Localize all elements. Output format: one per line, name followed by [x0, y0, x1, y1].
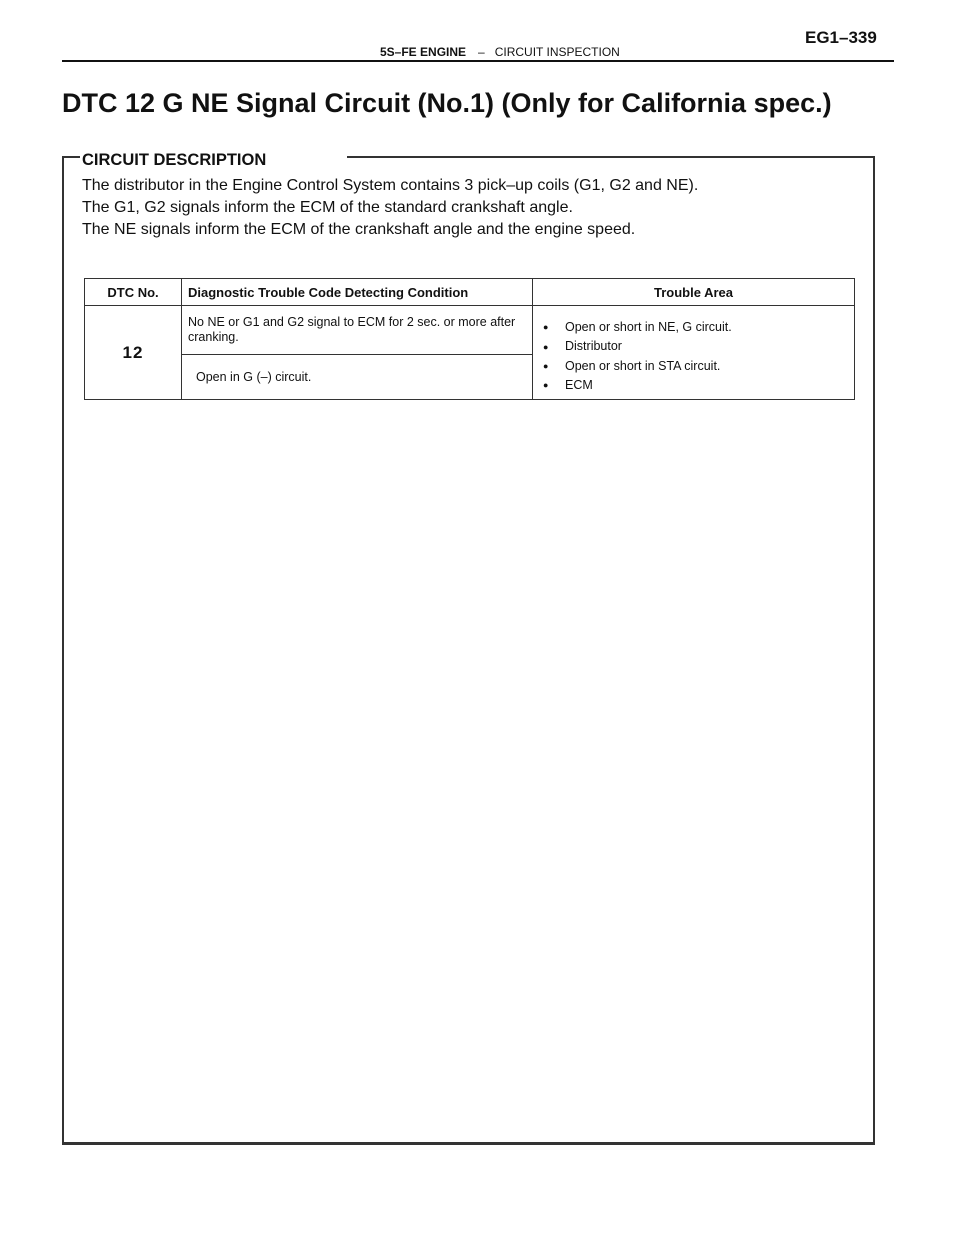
header-detecting-condition: Diagnostic Trouble Code Detecting Condition [182, 279, 533, 306]
page-number: EG1–339 [805, 28, 877, 47]
description-line: The G1, G2 signals inform the ECM of the standard crankshaft angle. [82, 199, 573, 216]
table-row [85, 306, 855, 355]
detecting-condition-1: No NE or G1 and G2 signal to ECM for 2 sec. or more after cranking. [182, 306, 533, 355]
frame-bottom-border [62, 1142, 875, 1145]
list-item [543, 337, 844, 356]
frame-left-border [62, 156, 64, 1144]
trouble-area-item: Open or short in STA circuit. [565, 358, 721, 373]
trouble-area-item: ECM [565, 377, 593, 392]
list-item [543, 376, 844, 395]
bullet-icon: ● [543, 360, 549, 371]
bullet-icon: ● [543, 379, 549, 390]
bullet-icon: ● [543, 322, 549, 333]
page-title: DTC 12 G NE Signal Circuit (No.1) (Only for California spec.) [62, 88, 832, 118]
frame-right-border [873, 158, 875, 1144]
header-section-label: CIRCUIT INSPECTION [494, 45, 620, 59]
list-item [543, 318, 844, 337]
header-section [380, 45, 620, 59]
table-header-row [85, 279, 855, 306]
bullet-icon: ● [543, 341, 549, 352]
header-rule [62, 60, 894, 62]
description-line: The NE signals inform the ECM of the crankshaft angle and the engine speed. [82, 221, 636, 238]
frame-top-left-border [62, 156, 80, 158]
dtc-code: 12 [85, 306, 182, 400]
header-separator: – [478, 45, 485, 59]
circuit-description-body [82, 175, 698, 241]
description-line: The distributor in the Engine Control System contains 3 pick–up coils (G1, G2 and NE). [82, 177, 699, 194]
trouble-area-cell [533, 306, 855, 400]
circuit-description-heading: CIRCUIT DESCRIPTION [82, 151, 270, 170]
trouble-area-item: Open or short in NE, G circuit. [565, 320, 732, 335]
header-dtc-no: DTC No. [85, 279, 182, 306]
trouble-area-list [543, 318, 844, 395]
header-engine-label: 5S–FE ENGINE [380, 45, 467, 59]
header-trouble-area: Trouble Area [533, 279, 855, 306]
trouble-area-item: Distributor [565, 339, 622, 354]
detecting-condition-2: Open in G (–) circuit. [182, 355, 533, 400]
frame-top-right-border [347, 156, 875, 158]
dtc-table [84, 278, 855, 400]
list-item [543, 357, 844, 376]
